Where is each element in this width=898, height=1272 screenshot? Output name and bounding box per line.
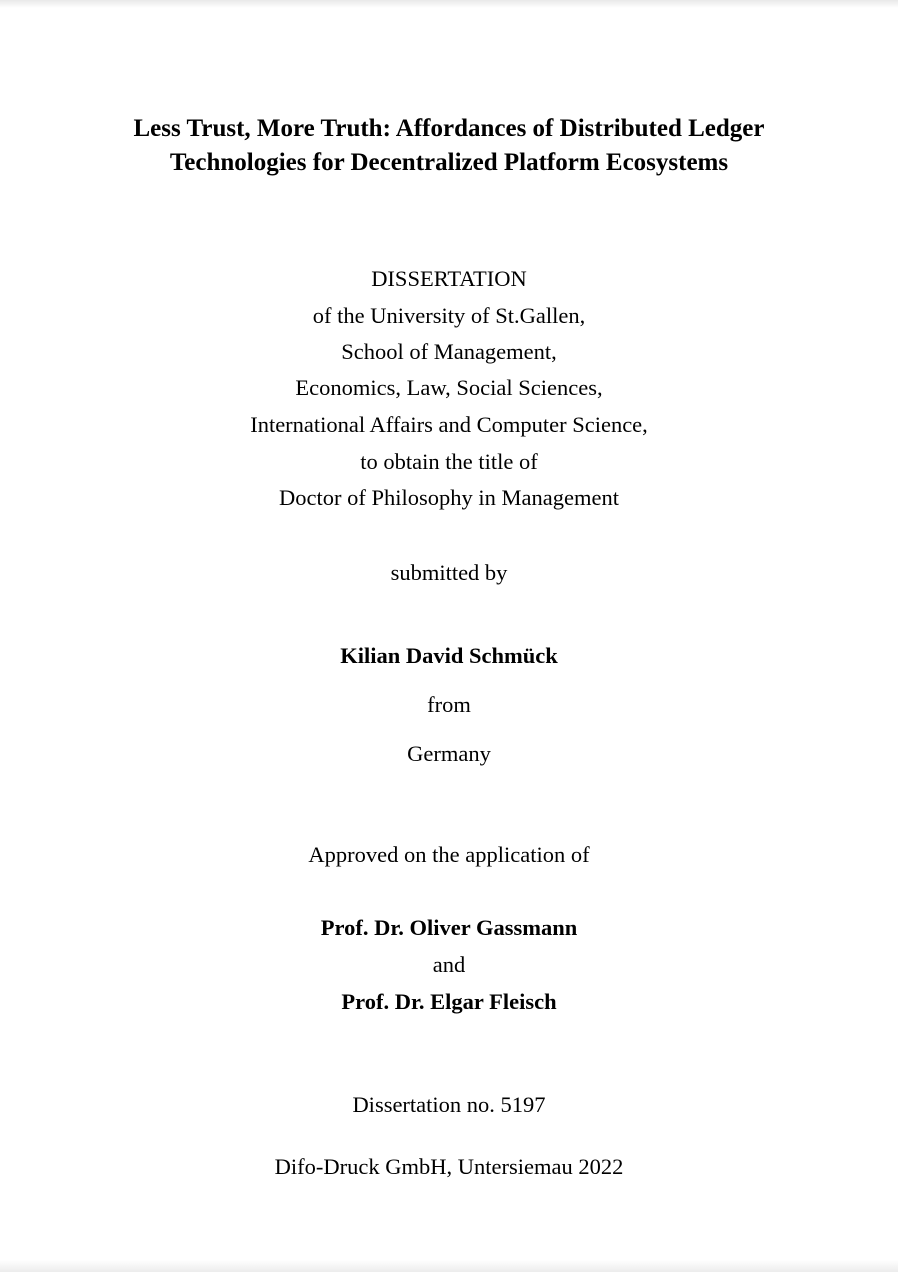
dissertation-line-fields: Economics, Law, Social Sciences, [295, 375, 603, 400]
dissertation-heading: DISSERTATION [371, 266, 527, 291]
supervisor-conjunction: and [432, 952, 466, 977]
dissertation-line-school: School of Management, [341, 339, 557, 364]
dissertation-number: Dissertation no. 5197 [352, 1092, 546, 1117]
supervisor-2: Prof. Dr. Elgar Fleisch [341, 989, 557, 1014]
submitted-by-label: submitted by [390, 560, 508, 585]
dissertation-line-degree: Doctor of Philosophy in Management [279, 485, 619, 510]
publisher-line: Difo-Druck GmbH, Untersiemau 2022 [274, 1154, 624, 1179]
supervisor-1: Prof. Dr. Oliver Gassmann [320, 915, 578, 940]
from-label: from [427, 692, 471, 717]
dissertation-line-university: of the University of St.Gallen, [312, 303, 586, 328]
title-line-2: Technologies for Decentralized Platform Ecosystems [169, 149, 729, 176]
approval-intro: Approved on the application of [308, 842, 590, 867]
title-line-1: Less Trust, More Truth: Affordances of Distributed Ledger [133, 115, 765, 142]
dissertation-line-obtain: to obtain the title of [360, 449, 538, 474]
author-country: Germany [407, 741, 491, 766]
dissertation-line-fields-2: International Affairs and Computer Science, [250, 412, 648, 437]
author-name: Kilian David Schmück [340, 643, 558, 668]
page-bottom-shadow [0, 1260, 898, 1272]
